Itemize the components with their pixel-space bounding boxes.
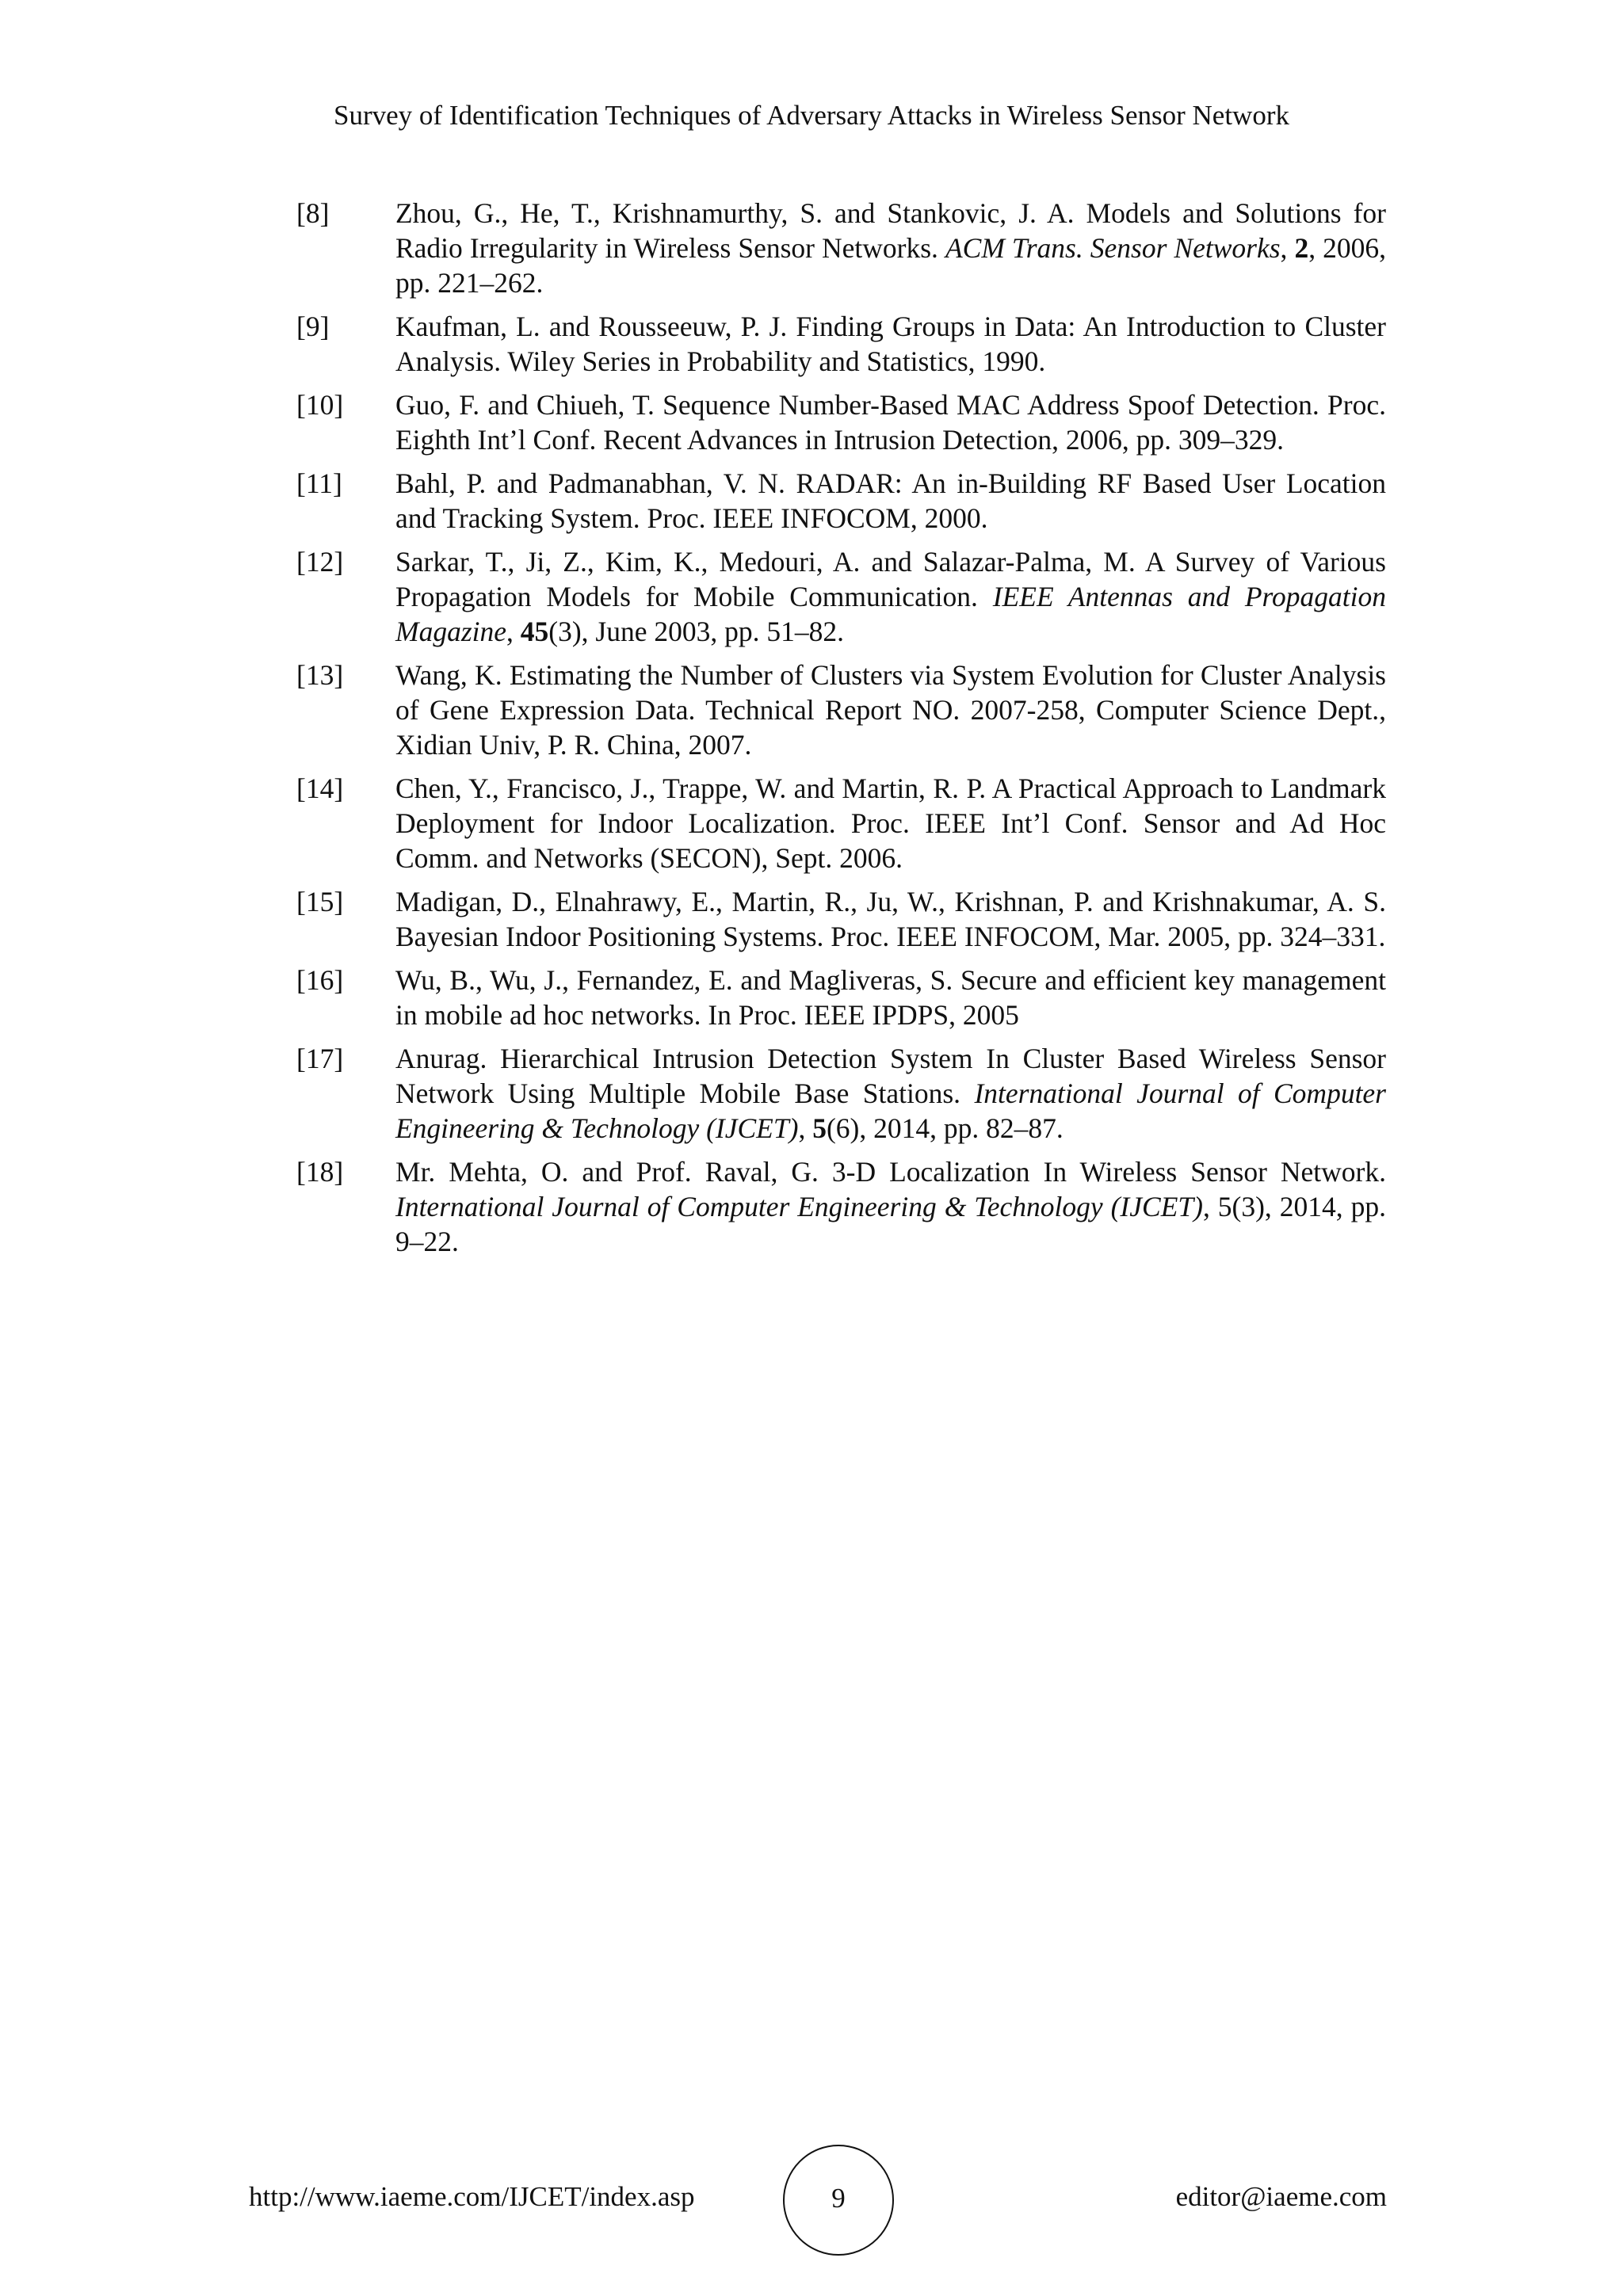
reference-text (395, 884, 1386, 954)
reference-item (296, 963, 1386, 1032)
footer-url-link[interactable]: http://www.iaeme.com/IJCET/index.asp (249, 2181, 695, 2212)
reference-venue: ACM Trans. Sensor Networks (945, 232, 1281, 264)
reference-number: [15] (296, 886, 344, 917)
reference-text (395, 1154, 1386, 1259)
reference-volume: 5 (812, 1112, 827, 1144)
reference-text (395, 963, 1386, 1032)
reference-item (296, 771, 1386, 875)
reference-fragment: Wu, B., Wu, J., Fernandez, E. and Magliveras, S. Secure and efficient key management in mobile ad hoc networks. In Proc. IEEE IPDPS, 2005 (395, 964, 1386, 1031)
reference-volume: 2 (1294, 232, 1309, 264)
reference-text (395, 387, 1386, 457)
reference-fragment: , (506, 616, 521, 647)
reference-number: [16] (296, 964, 344, 996)
reference-fragment: Wang, K. Estimating the Number of Clusters via System Evolution for Cluster Analysis of Gene Expression Data. Technical Report NO. 2007-258, Computer Science Dept., Xidian Univ, P. R. China, 2007. (395, 659, 1386, 761)
reference-item (296, 544, 1386, 649)
reference-fragment: Guo, F. and Chiueh, T. Sequence Number-Based MAC Address Spoof Detection. Proc. Eighth Int’l Conf. Recent Advances in Intrusion Detection, 2006, pp. 309–329. (395, 389, 1386, 456)
reference-fragment: Chen, Y., Francisco, J., Trappe, W. and Martin, R. P. A Practical Approach to Landmark Deployment for Indoor Localization. Proc. IEEE Int’l Conf. Sensor and Ad Hoc Comm. and Networks (SECON), Sept. 2006. (395, 772, 1386, 874)
reference-fragment: , 2006, pp. 221–262. (395, 232, 1387, 299)
reference-text (395, 658, 1386, 762)
reference-fragment: , (1280, 232, 1295, 264)
reference-item (296, 309, 1386, 379)
reference-item (296, 658, 1386, 762)
page-number-circle (783, 2145, 894, 2256)
reference-text (395, 196, 1386, 300)
reference-fragment: Sarkar, T., Ji, Z., Kim, K., Medouri, A. and Salazar-Palma, M. A Survey of Various Propagation Models for Mobile Communication. (395, 546, 1386, 612)
reference-item (296, 1041, 1386, 1146)
reference-fragment: Zhou, G., He, T., Krishnamurthy, S. and Stankovic, J. A. Models and Solutions for Radio Irregularity in Wireless Sensor Networks. (395, 197, 1386, 264)
reference-fragment: (6), 2014, pp. 82–87. (826, 1112, 1064, 1144)
reference-venue: IEEE Antennas and Propagation Magazine (395, 581, 1386, 647)
reference-fragment: Bahl, P. and Padmanabhan, V. N. RADAR: An in-Building RF Based User Location and Tracking System. Proc. IEEE INFOCOM, 2000. (395, 467, 1386, 534)
reference-fragment: , 5(3), 2014, pp. 9–22. (395, 1191, 1386, 1257)
reference-number: [9] (296, 311, 330, 342)
reference-item (296, 466, 1386, 536)
running-header: Survey of Identification Techniques of Adversary Attacks in Wireless Sensor Network (334, 100, 1289, 131)
reference-number: [14] (296, 772, 344, 804)
reference-item (296, 884, 1386, 954)
reference-text (395, 466, 1386, 536)
reference-number: [10] (296, 389, 344, 421)
reference-fragment: Mr. Mehta, O. and Prof. Raval, G. 3-D Localization In Wireless Sensor Network. (395, 1156, 1386, 1188)
reference-venue: International Journal of Computer Engineering & Technology (IJCET) (395, 1077, 1386, 1144)
reference-number: [18] (296, 1156, 344, 1188)
reference-fragment: Madigan, D., Elnahrawy, E., Martin, R., Ju, W., Krishnan, P. and Krishnakumar, A. S. Bayesian Indoor Positioning Systems. Proc. IEEE INFOCOM, Mar. 2005, pp. 324–331. (395, 886, 1386, 952)
reference-fragment: Kaufman, L. and Rousseeuw, P. J. Finding Groups in Data: An Introduction to Cluster Analysis. Wiley Series in Probability and Statistics, 1990. (395, 311, 1386, 377)
reference-fragment: (3), June 2003, pp. 51–82. (548, 616, 844, 647)
page-number: 9 (831, 2183, 846, 2214)
reference-item (296, 387, 1386, 457)
reference-text (395, 771, 1386, 875)
reference-number: [11] (296, 467, 342, 499)
reference-number: [17] (296, 1043, 344, 1074)
reference-item (296, 196, 1386, 300)
reference-volume: 45 (520, 616, 549, 647)
reference-venue: International Journal of Computer Engineering & Technology (IJCET) (395, 1191, 1203, 1222)
reference-text (395, 544, 1386, 649)
reference-item (296, 1154, 1386, 1259)
reference-text (395, 309, 1386, 379)
reference-list (296, 196, 1386, 1268)
reference-fragment: Anurag. Hierarchical Intrusion Detection System In Cluster Based Wireless Sensor Network Using Multiple Mobile Base Stations. (395, 1043, 1386, 1109)
reference-number: [12] (296, 546, 344, 578)
reference-text (395, 1041, 1386, 1146)
footer-email-link[interactable]: editor@iaeme.com (1175, 2181, 1387, 2212)
reference-fragment: , (798, 1112, 813, 1144)
reference-number: [8] (296, 197, 330, 229)
page-footer (0, 2145, 1623, 2256)
reference-number: [13] (296, 659, 344, 691)
